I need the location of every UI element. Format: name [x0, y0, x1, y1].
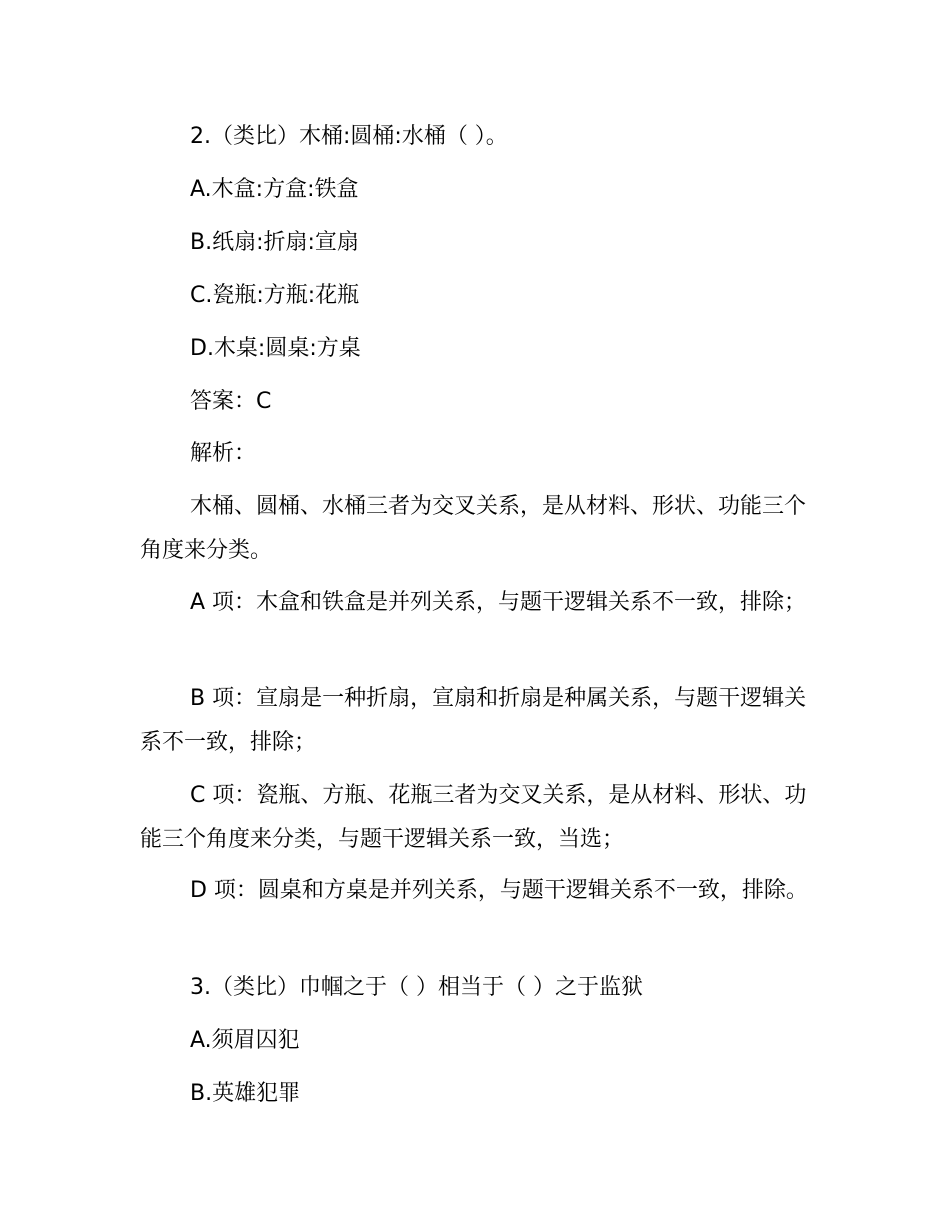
question-3-stem: 3.（类比）巾帼之于（ ）相当于（ ）之于监狱: [190, 975, 643, 1000]
question-2-analysis-d: D 项：圆桌和方桌是并列关系，与题干逻辑关系不一致，排除。: [190, 878, 808, 903]
question-2-analysis-a: A 项：木盒和铁盒是并列关系，与题干逻辑关系不一致，排除；: [190, 590, 807, 615]
question-3-option-a: A.须眉囚犯: [190, 1028, 300, 1053]
question-2-analysis-label: 解析：: [190, 441, 257, 466]
question-2-option-d: D.木桌:圆桌:方桌: [190, 336, 361, 361]
question-2-option-b: B.纸扇:折扇:宣扇: [190, 230, 359, 255]
question-2-analysis-intro: 木桶、圆桶、水桶三者为交叉关系，是从材料、形状、功能三个角度来分类。: [140, 494, 807, 563]
question-2-stem: 2.（类比）木桶:圆桶:水桶（ ）。: [190, 124, 508, 149]
question-3-option-b: B.英雄犯罪: [190, 1081, 301, 1106]
question-2-analysis-c: C 项：瓷瓶、方瓶、花瓶三者为交叉关系，是从材料、形状、功能三个角度来分类，与题干逻辑关系一致，当选；: [140, 783, 807, 852]
question-2-option-c: C.瓷瓶:方瓶:花瓶: [190, 283, 360, 308]
question-2-answer: 答案：C: [190, 389, 272, 414]
question-2-option-a: A.木盒:方盒:铁盒: [190, 177, 359, 202]
question-2-analysis-b: B 项：宣扇是一种折扇，宣扇和折扇是种属关系，与题干逻辑关系不一致，排除；: [140, 686, 807, 755]
